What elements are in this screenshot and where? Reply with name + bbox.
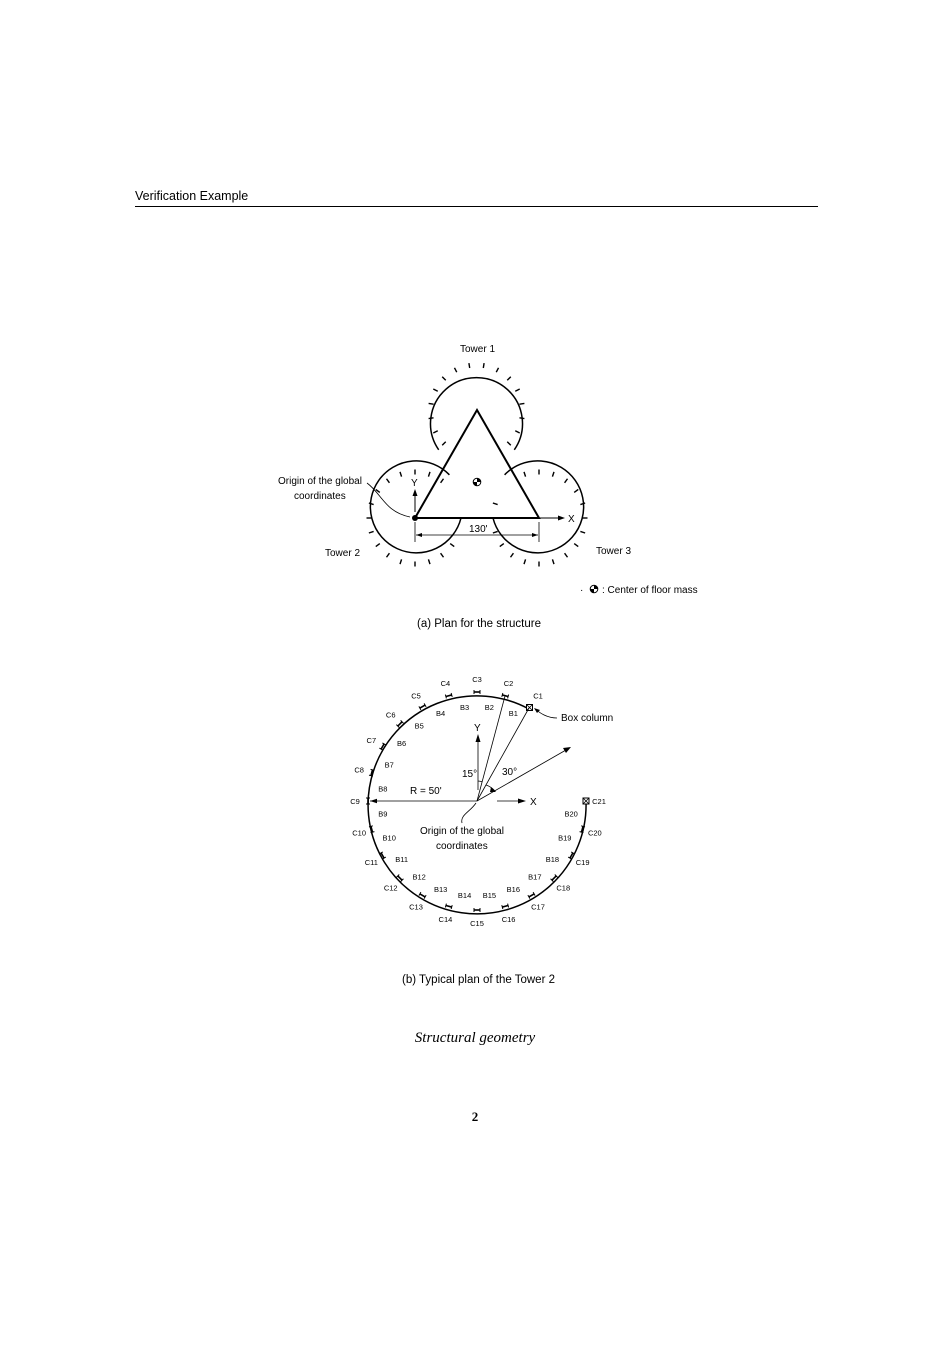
origin-label-b2: coordinates (436, 841, 488, 852)
tower-column-ticks (367, 363, 588, 566)
tower2-outline (370, 461, 461, 553)
tower1-tick-12 (519, 403, 524, 404)
column-label-c6: C6 (385, 710, 396, 720)
tower2-tick-5 (400, 559, 402, 564)
dim-arrow-left (416, 533, 422, 537)
tower2-tick-3 (428, 559, 430, 564)
tower3-label: Tower 3 (596, 546, 632, 557)
beam-label-b3: B3 (460, 702, 470, 712)
column-label-c1: C1 (533, 691, 543, 701)
tower2-plan-diagram (350, 675, 613, 986)
tower3-tick-17 (493, 531, 498, 533)
tower2-label: Tower 2 (325, 548, 361, 559)
column-label-c14: C14 (438, 914, 453, 924)
radius-arrowhead (370, 799, 377, 803)
column-mark-c16 (502, 906, 508, 908)
radius-label: R = 50' (410, 786, 442, 797)
tower1-tick-9 (496, 368, 498, 372)
legend-mass-icon (590, 585, 598, 593)
tower3-tick-10 (574, 544, 578, 547)
tower1-tick-8 (483, 363, 484, 368)
center-of-mass-icon (473, 478, 481, 486)
tower1-tick-13 (519, 418, 524, 419)
beam-label-b4: B4 (436, 709, 446, 719)
tower3-tick-2 (524, 472, 526, 477)
tower1-tick-14 (515, 431, 519, 433)
beam-label-b13: B13 (433, 884, 448, 894)
beam-label-b8: B8 (378, 784, 388, 794)
beam-label-b15: B15 (482, 891, 497, 901)
column-flange-a-c4 (451, 693, 452, 697)
column-flange-a-c14 (445, 904, 446, 908)
column-mark-c4 (446, 695, 452, 697)
column-label-c16: C16 (501, 914, 516, 924)
angle-arc-15 (478, 781, 482, 782)
column-label-c4: C4 (440, 679, 451, 689)
origin-point (412, 515, 418, 521)
tower2-tick-6 (386, 553, 389, 557)
tower1-tick-2 (429, 418, 434, 419)
origin-label-line2: coordinates (294, 491, 346, 502)
tower3-tick-4 (552, 472, 554, 477)
tower1-tick-0 (442, 442, 446, 446)
tower3-tick-12 (552, 559, 554, 564)
box-column-c21 (583, 798, 589, 804)
box-column-c1 (527, 705, 533, 711)
beam-label-b7: B7 (384, 760, 394, 770)
column-label-c10: C10 (352, 828, 367, 838)
tower2-tick-16 (441, 479, 444, 483)
plan-structure-diagram (278, 344, 698, 630)
x-axis-label: X (568, 514, 575, 525)
header-title: Verification Example (135, 189, 249, 203)
tower1-tick-6 (454, 368, 456, 372)
tower1-tick-10 (507, 377, 511, 381)
beam-label-b9: B9 (378, 809, 388, 819)
column-label-c15: C15 (470, 919, 484, 928)
radial-arrowhead (563, 747, 571, 753)
column-flange-b-c16 (508, 904, 509, 908)
box-column-label: Box column (561, 713, 614, 724)
column-mark-c17 (529, 894, 534, 897)
tower1-tick-3 (429, 403, 434, 404)
column-label-c21: C21 (592, 797, 606, 806)
column-flange-a-c16 (502, 905, 503, 909)
y-arrowhead (413, 489, 418, 496)
figure-caption: Structural geometry (414, 1030, 536, 1046)
radial-line-30deg (477, 750, 566, 801)
tower2-tick-1 (450, 544, 454, 547)
origin-leader-b (462, 803, 476, 823)
column-mark-c5 (420, 705, 425, 708)
column-mark-c14 (446, 906, 452, 908)
tower3-tick-6 (574, 489, 578, 492)
tower1-tick-1 (433, 431, 437, 433)
column-label-c3: C3 (472, 675, 482, 684)
column-label-c5: C5 (411, 691, 421, 701)
tower1-label: Tower 1 (460, 344, 496, 355)
beam-label-b2: B2 (484, 702, 494, 712)
tower2-tick-7 (376, 544, 380, 547)
origin-label-b1: Origin of the global (420, 826, 504, 837)
beam-label-b6: B6 (397, 739, 407, 749)
tower1-outline (431, 378, 523, 450)
tower2-tick-13 (400, 472, 402, 477)
tower2-tick-2 (441, 553, 444, 557)
column-flange-b-c2 (502, 693, 503, 697)
column-label-c18: C18 (556, 883, 571, 893)
y-axis-label: Y (411, 478, 418, 489)
column-label-c8: C8 (354, 765, 364, 775)
tower3-tick-11 (565, 553, 568, 557)
legend-bullet: · (580, 585, 584, 596)
column-flange-b-c14 (451, 905, 452, 909)
y-axis-label-b: Y (474, 723, 481, 734)
column-label-c19: C19 (575, 858, 590, 867)
beam-label-b10: B10 (382, 833, 396, 843)
tower2-tick-15 (428, 472, 430, 477)
beam-label-b17: B17 (528, 872, 542, 882)
beam-label-b11: B11 (395, 854, 409, 864)
beam-label-b14: B14 (457, 891, 472, 901)
column-label-c12: C12 (383, 883, 398, 893)
beam-label-b18: B18 (545, 854, 560, 864)
beam-label-b16: B16 (506, 884, 521, 894)
beam-label-b1: B1 (508, 709, 518, 719)
tower3-tick-9 (580, 531, 585, 533)
angle-label-15: 15° (462, 769, 478, 780)
tower3-tick-16 (500, 544, 504, 547)
tower3-tick-15 (510, 553, 513, 557)
column-label-c11: C11 (364, 858, 378, 867)
tower1-tick-15 (507, 442, 511, 446)
page-number: 2 (471, 1109, 479, 1124)
tower1-tick-4 (433, 389, 437, 391)
beam-label-b19: B19 (558, 833, 572, 843)
column-label-c9: C9 (350, 797, 360, 806)
column-label-c17: C17 (531, 902, 545, 912)
dimension-label: 130' (469, 524, 488, 535)
column-label-c2: C2 (503, 679, 514, 689)
y-axis-arrowhead (476, 734, 481, 742)
dim-arrow-right (532, 533, 538, 537)
column-label-c20: C20 (587, 828, 602, 838)
legend-label: : Center of floor mass (602, 585, 698, 596)
tower3-tick-1 (493, 503, 498, 505)
tower3-tick-5 (565, 479, 568, 483)
tower3-outline (493, 461, 584, 553)
radial-line-c1 (477, 708, 529, 801)
origin-label-line1: Origin of the global (278, 476, 362, 487)
figure-b-caption: (b) Typical plan of the Tower 2 (402, 974, 555, 986)
angle-arrow-30 (490, 787, 496, 792)
column-flange-a-c2 (508, 695, 509, 699)
tower1-tick-5 (442, 377, 446, 381)
column-label-c7: C7 (366, 736, 377, 745)
x-axis-label-b: X (530, 797, 537, 808)
beam-label-b5: B5 (414, 721, 424, 731)
tower1-tick-7 (469, 363, 470, 368)
angle-label-30: 30° (502, 767, 518, 778)
tower2-tick-12 (386, 479, 389, 483)
tower1-tick-11 (515, 389, 519, 391)
column-flange-b-c4 (445, 695, 446, 699)
tower3-tick-14 (524, 559, 526, 564)
beam-label-b12: B12 (412, 872, 426, 882)
figure-a-caption: (a) Plan for the structure (417, 618, 541, 630)
x-axis-arrowhead (518, 799, 526, 804)
beam-label-b20: B20 (564, 809, 578, 819)
column-label-c13: C13 (409, 902, 423, 912)
x-arrowhead (558, 516, 565, 521)
tower2-tick-8 (369, 531, 374, 533)
column-mark-c13 (420, 894, 425, 897)
